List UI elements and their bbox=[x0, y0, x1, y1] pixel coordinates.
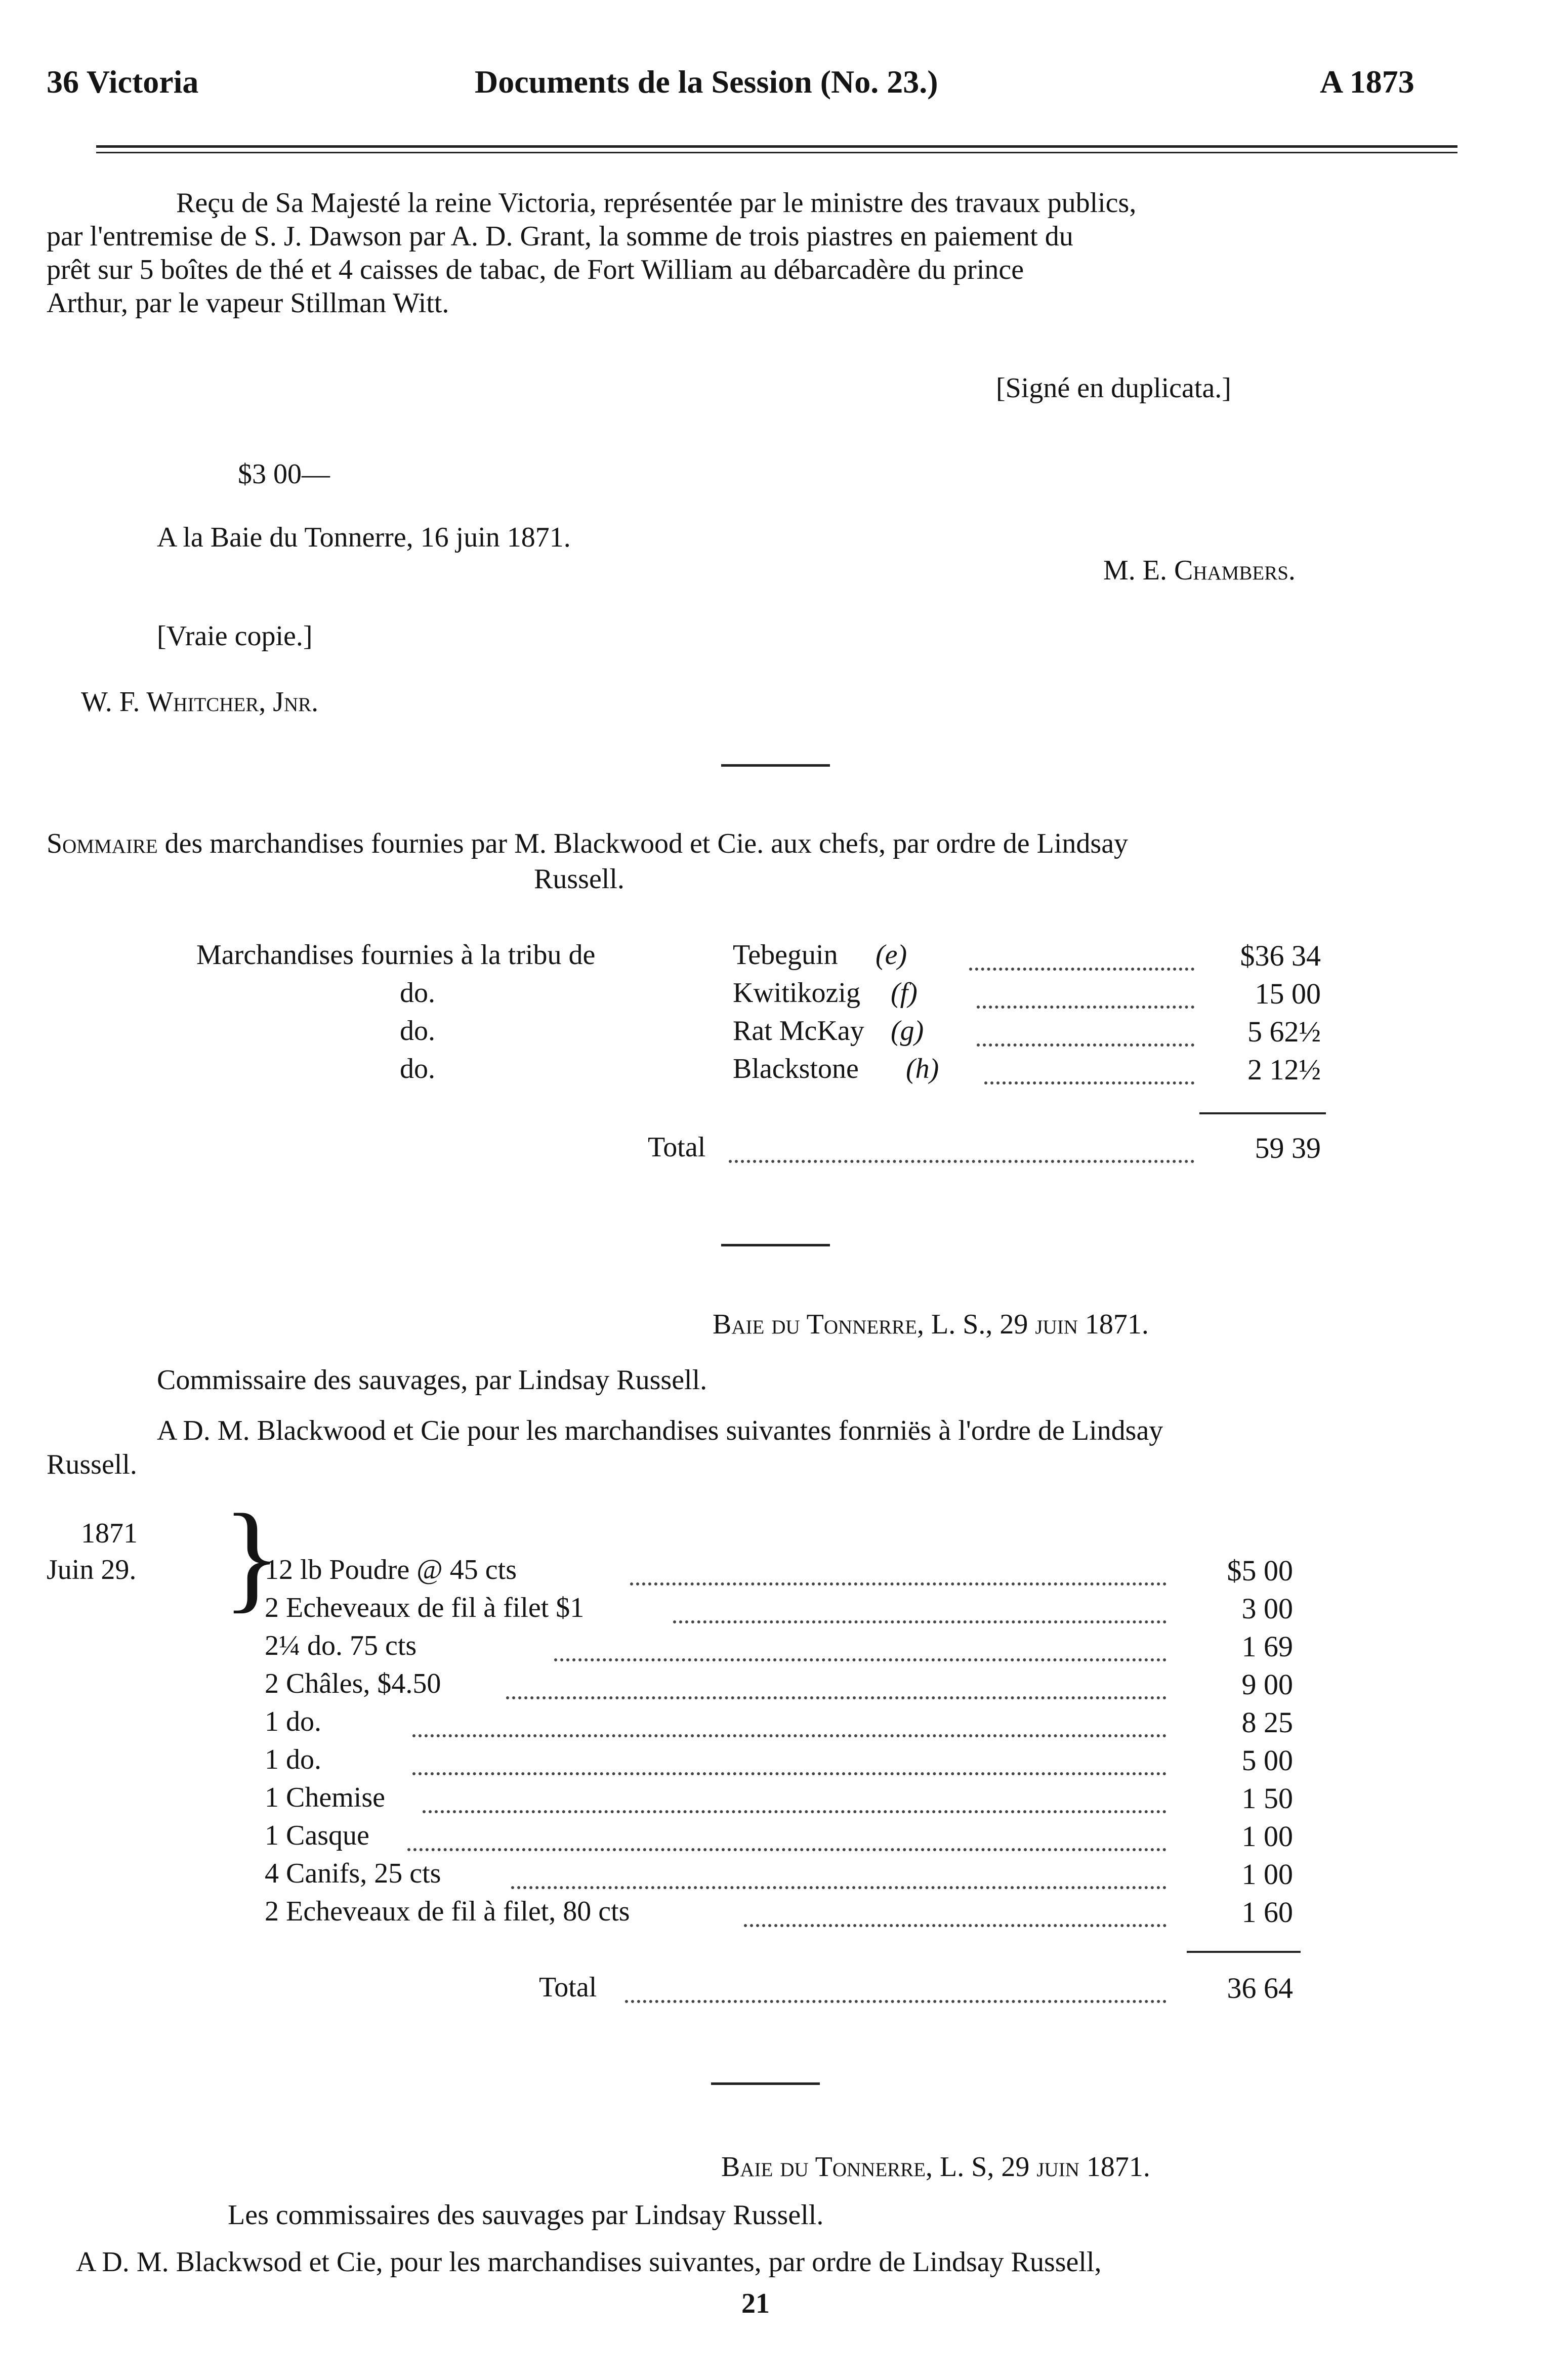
invoice-item-amount: 3 00 bbox=[1241, 1592, 1293, 1625]
receipt-line-4: Arthur, par le vapeur Stillman Witt. bbox=[47, 287, 449, 319]
invoice-item-amount: 1 50 bbox=[1241, 1782, 1293, 1815]
leader-dots bbox=[554, 1658, 1166, 1661]
leader-dots bbox=[729, 1160, 1194, 1163]
invoice2-to: Les commissaires des sauvages par Lindsay Russell. bbox=[228, 2199, 824, 2231]
summary-row-tag: (e) bbox=[876, 939, 907, 971]
summary-total-amount: 59 39 bbox=[1255, 1132, 1321, 1164]
receipt-amount: $3 00— bbox=[238, 458, 330, 490]
invoice1-date: Juin 29. bbox=[47, 1554, 137, 1585]
invoice-item-desc: 1 do. bbox=[265, 1744, 321, 1775]
invoice-item-amount: 1 00 bbox=[1241, 1820, 1293, 1853]
summary-title-line2: Russell. bbox=[534, 863, 624, 895]
summary-total-label: Total bbox=[648, 1132, 706, 1163]
leader-dots bbox=[506, 1696, 1166, 1699]
leader-dots bbox=[673, 1620, 1166, 1623]
summary-row-tag: (g) bbox=[891, 1015, 924, 1047]
invoice-item-amount: 8 25 bbox=[1241, 1706, 1293, 1739]
leader-dots bbox=[977, 1043, 1194, 1047]
summary-title-rest: des marchandises fournies par M. Blackwood et Cie. aux chefs, par ordre de Lindsay bbox=[157, 828, 1129, 859]
summary-row-tag: (f) bbox=[891, 977, 918, 1009]
section-divider-3 bbox=[711, 2082, 820, 2085]
invoice1-year: 1871 bbox=[81, 1518, 138, 1549]
invoice-item-amount: 5 00 bbox=[1241, 1744, 1293, 1777]
invoice2-intro: A D. M. Blackwsod et Cie, pour les marchandises suivantes, par ordre de Lindsay Russell, bbox=[76, 2246, 1102, 2278]
header-left: 36 Victoria bbox=[47, 64, 199, 100]
summary-row-name: Tebeguin bbox=[733, 939, 838, 971]
invoice1-total-rule bbox=[1187, 1951, 1301, 1953]
summary-row-amount: $36 34 bbox=[1240, 939, 1321, 972]
leader-dots bbox=[412, 1734, 1166, 1737]
summary-row-amount: 15 00 bbox=[1255, 977, 1321, 1010]
invoice-item-amount: 1 00 bbox=[1241, 1858, 1293, 1891]
invoice1-total-amount: 36 64 bbox=[1227, 1972, 1293, 2005]
invoice-item-amount: 1 69 bbox=[1241, 1630, 1293, 1663]
invoice2-place-date: Baie du Tonnerre, L. S, 29 juin 1871. bbox=[721, 2151, 1150, 2183]
brace-symbol: } bbox=[223, 1489, 281, 1623]
summary-row-label: do. bbox=[400, 1015, 435, 1047]
header-center: Documents de la Session (No. 23.) bbox=[475, 64, 938, 100]
summary-total-rule bbox=[1199, 1112, 1326, 1114]
leader-dots bbox=[630, 1582, 1166, 1585]
invoice-item-amount: 1 60 bbox=[1241, 1896, 1293, 1929]
leader-dots bbox=[744, 1924, 1166, 1927]
summary-row-label: Marchandises fournies à la tribu de bbox=[196, 939, 596, 971]
section-divider-2 bbox=[721, 1244, 830, 1246]
invoice1-intro-line1: A D. M. Blackwood et Cie pour les marchandises suivantes fonrniës à l'ordre de Lindsay bbox=[157, 1415, 1163, 1446]
summary-row-amount: 2 12½ bbox=[1247, 1053, 1321, 1086]
receipt-place-date: A la Baie du Tonnerre, 16 juin 1871. bbox=[157, 522, 571, 553]
invoice-item-desc: 1 do. bbox=[265, 1706, 321, 1737]
signed-duplicate: [Signé en duplicata.] bbox=[996, 372, 1231, 404]
leader-dots bbox=[511, 1886, 1166, 1889]
header-rule-top bbox=[96, 145, 1457, 148]
summary-row-tag: (h) bbox=[906, 1053, 939, 1084]
summary-title bbox=[47, 827, 1128, 860]
receipt-line-3: prêt sur 5 boîtes de thé et 4 caisses de tabac, de Fort William au débarcadère du prince bbox=[47, 254, 1024, 285]
invoice-item-desc: 2 Châles, $4.50 bbox=[265, 1668, 441, 1699]
invoice-item-desc: 1 Chemise bbox=[265, 1782, 385, 1813]
invoice1-place-date: Baie du Tonnerre, L. S., 29 juin 1871. bbox=[713, 1309, 1149, 1340]
summary-row-label: do. bbox=[400, 977, 435, 1009]
invoice-item-desc: 2 Echeveaux de fil à filet $1 bbox=[265, 1592, 585, 1623]
header-rule-bottom bbox=[96, 152, 1457, 153]
summary-row-amount: 5 62½ bbox=[1247, 1015, 1321, 1048]
leader-dots bbox=[977, 1006, 1194, 1009]
receipt-signer: M. E. Chambers. bbox=[1103, 555, 1296, 586]
invoice-item-amount: 9 00 bbox=[1241, 1668, 1293, 1701]
invoice-item-desc: 12 lb Poudre @ 45 cts bbox=[265, 1554, 517, 1585]
true-copy: [Vraie copie.] bbox=[157, 620, 313, 652]
invoice-item-desc: 2¼ do. 75 cts bbox=[265, 1630, 417, 1661]
leader-dots bbox=[423, 1810, 1166, 1813]
invoice-item-desc: 4 Canifs, 25 cts bbox=[265, 1858, 441, 1889]
summary-row-name: Rat McKay bbox=[733, 1015, 864, 1047]
page-number: 21 bbox=[741, 2288, 770, 2319]
leader-dots bbox=[412, 1772, 1166, 1775]
receipt-line-2: par l'entremise de S. J. Dawson par A. D. Grant, la somme de trois piastres en paiement du bbox=[47, 221, 1073, 252]
summary-row-name: Kwitikozig bbox=[733, 977, 860, 1009]
leader-dots bbox=[969, 968, 1194, 971]
section-divider-1 bbox=[721, 764, 830, 767]
invoice1-intro-line2: Russell. bbox=[47, 1449, 137, 1480]
summary-row-name: Blackstone bbox=[733, 1053, 859, 1084]
certifier: W. F. Whitcher, Jnr. bbox=[81, 686, 319, 718]
leader-dots bbox=[407, 1848, 1166, 1851]
invoice-item-amount: $5 00 bbox=[1227, 1554, 1293, 1587]
invoice1-total-label: Total bbox=[539, 1972, 597, 2003]
leader-dots bbox=[984, 1081, 1194, 1084]
invoice1-to: Commissaire des sauvages, par Lindsay Russell. bbox=[157, 1364, 707, 1396]
summary-title-lead: Sommaire bbox=[47, 828, 158, 859]
invoice-item-desc: 2 Echeveaux de fil à filet, 80 cts bbox=[265, 1896, 630, 1927]
receipt-line-1: Reçu de Sa Majesté la reine Victoria, représentée par le ministre des travaux publics, bbox=[176, 187, 1137, 219]
header-right: A 1873 bbox=[1320, 64, 1414, 100]
invoice-item-desc: 1 Casque bbox=[265, 1820, 369, 1851]
leader-dots bbox=[625, 2000, 1166, 2003]
summary-row-label: do. bbox=[400, 1053, 435, 1084]
